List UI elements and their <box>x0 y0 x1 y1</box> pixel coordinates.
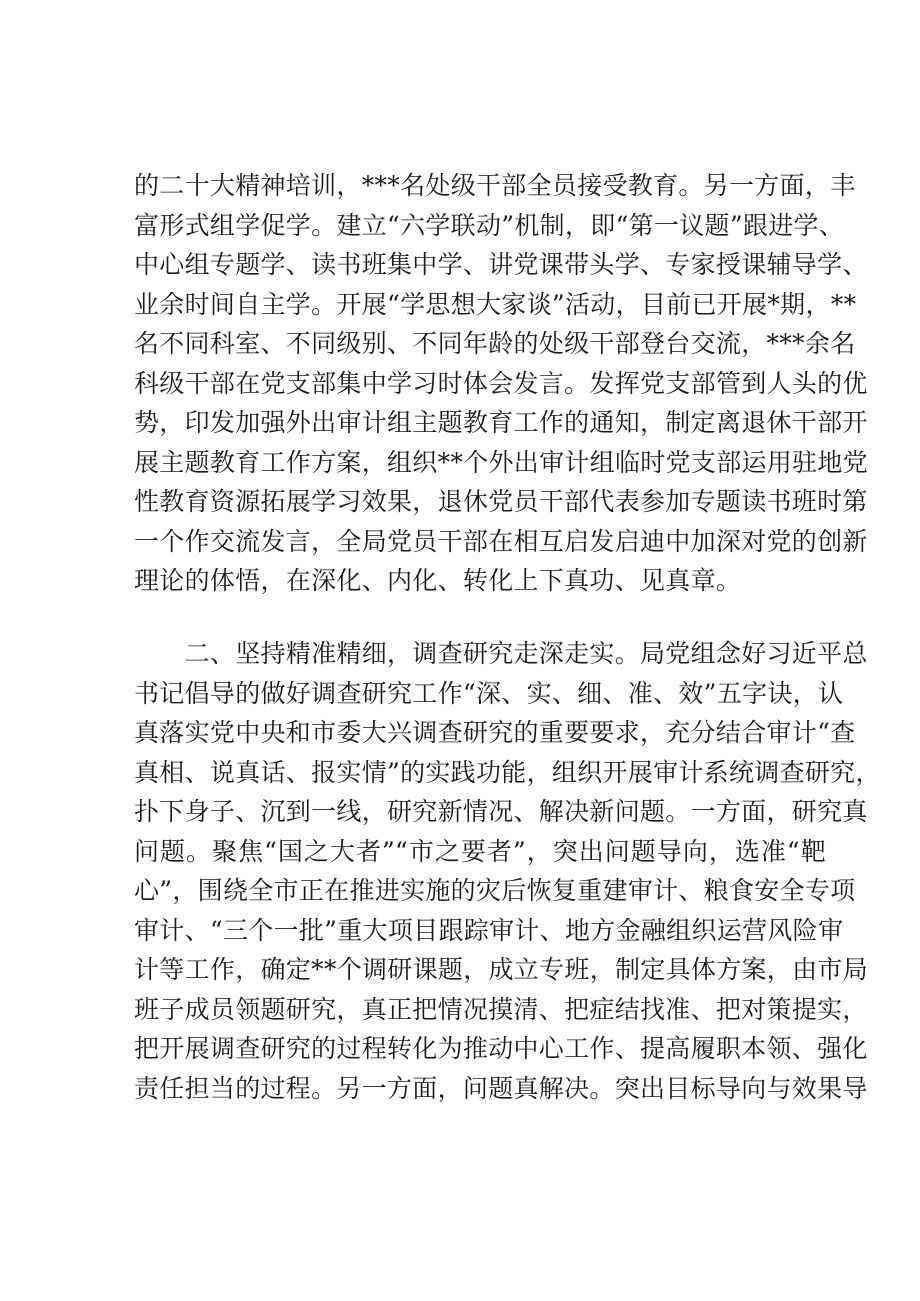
paragraph-1-line: 势，印发加强外出审计组主题教育工作的通知，制定离退休干部开 <box>134 408 868 437</box>
paragraph-1-line: 科级干部在党支部集中学习时体会发言。发挥党支部管到人头的优 <box>134 368 868 398</box>
paragraph-2-line: 真相、说真话、报实情”的实践功能，组织开展审计系统调查研究， <box>134 757 881 787</box>
paragraph-1-line: 名不同科室、不同级别、不同年龄的处级干部登台交流，***余名 <box>134 329 856 358</box>
paragraph-2-line: 二、坚持精准精细，调查研究走深走实。局党组念好习近平总 <box>134 639 868 668</box>
paragraph-2-line: 责任担当的过程。另一方面，问题真解决。突出目标导向与效果导 <box>134 1073 868 1103</box>
paragraph-1-line: 性教育资源拓展学习效果，退休党员干部代表参加专题读书班时第 <box>134 487 868 516</box>
paragraph-2-line: 计等工作，确定**个调研课题，成立专班，制定具体方案，由市局 <box>134 955 869 984</box>
paragraph-1-line: 理论的体悟，在深化、内化、转化上下真功、见真章。 <box>134 566 742 595</box>
paragraph-2-line: 真落实党中央和市委大兴调查研究的重要要求，充分结合审计“查 <box>134 718 856 747</box>
paragraph-1-line: 展主题教育工作方案，组织**个外出审计组临时党支部运用驻地党 <box>134 447 869 477</box>
paragraph-1-line: 的二十大精神培训，***名处级干部全员接受教育。另一方面，丰 <box>134 171 856 200</box>
paragraph-2-line: 心”，围绕全市正在推进实施的灾后恢复重建审计、粮食安全专项 <box>134 876 856 905</box>
paragraph-2-line: 班子成员领题研究，真正把情况摸清、把症结找准、把对策提实， <box>134 994 868 1024</box>
paragraph-1-line: 中心组专题学、读书班集中学、讲党课带头学、专家授课辅导学、 <box>134 250 868 279</box>
paragraph-2-line: 问题。聚焦“国之大者”“市之要者”，突出问题导向，选准“靶 <box>134 836 826 866</box>
paragraph-2-line: 书记倡导的做好调查研究工作“深、实、细、准、效”五字诀，认 <box>134 678 844 708</box>
paragraph-1-line: 一个作交流发言，全局党员干部在相互启发启迪中加深对党的创新 <box>134 526 868 556</box>
paragraph-2-line: 把开展调查研究的过程转化为推动中心工作、提高履职本领、强化 <box>134 1034 868 1063</box>
paragraph-1 <box>134 166 869 601</box>
paragraph-2-line: 审计、“三个一批”重大项目跟踪审计、地方金融组织运营风险审 <box>134 915 844 945</box>
paragraph-2-line: 扑下身子、沉到一线，研究新情况、解决新问题。一方面，研究真 <box>134 797 868 826</box>
paragraph-1-line: 富形式组学促学。建立“六学联动”机制，即“第一议题”跟进学、 <box>134 210 845 240</box>
paragraph-2 <box>134 634 881 1108</box>
paragraph-1-line: 业余时间自主学。开展“学思想大家谈”活动，目前已开展*期，** <box>134 289 857 319</box>
